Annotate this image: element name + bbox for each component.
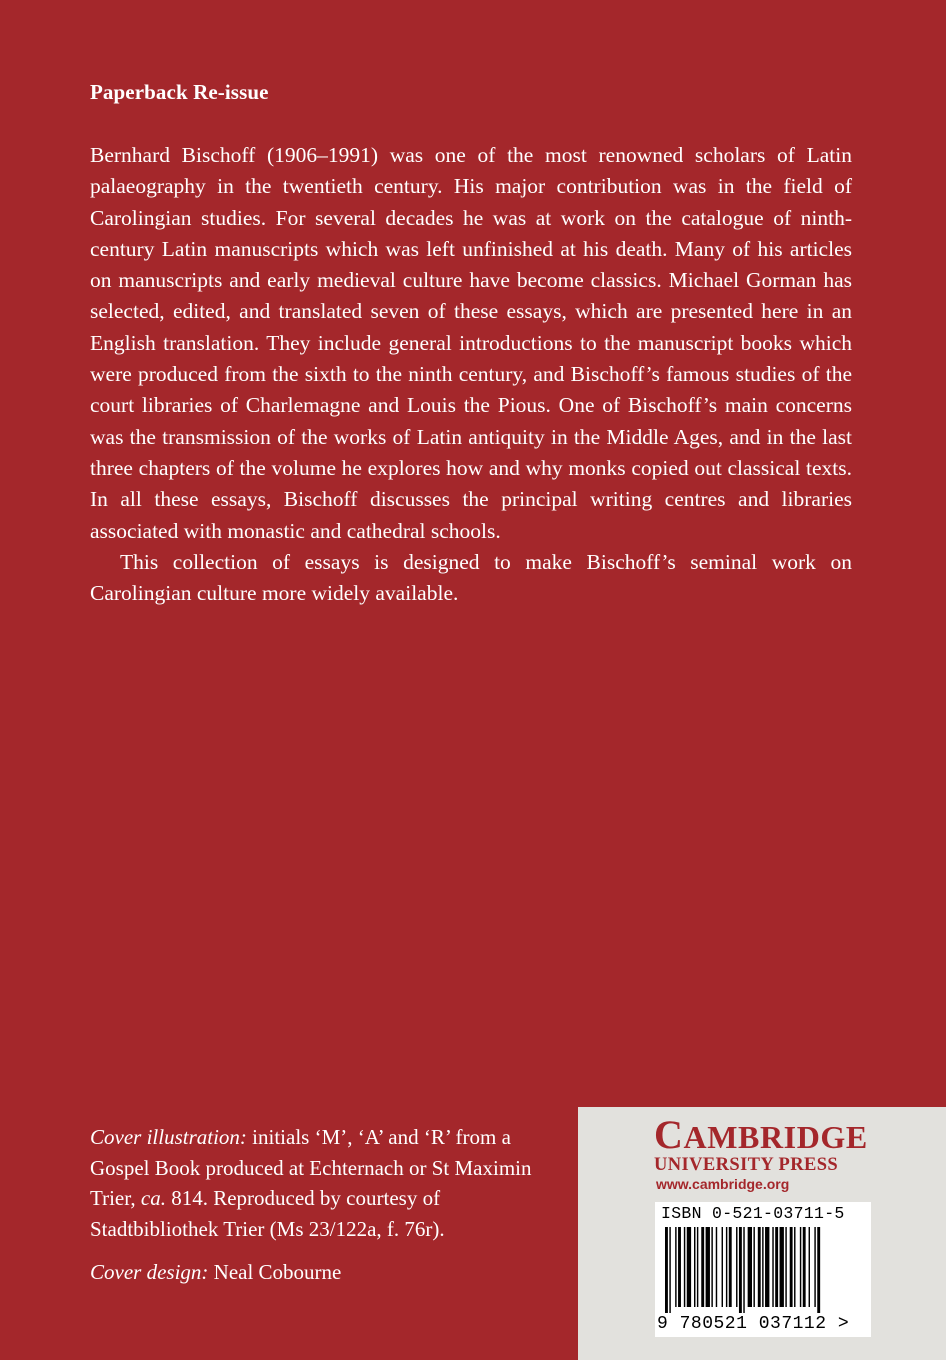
illustration-ca: ca. [140,1186,166,1210]
barcode-bar [785,1227,786,1307]
barcode-bar [743,1227,744,1313]
barcode-bar [675,1227,676,1307]
barcode-bar [729,1227,732,1307]
barcode-bar [694,1227,695,1307]
barcode-bar [684,1227,685,1307]
barcode-bar [758,1227,761,1307]
illustration-text-1: initials ‘M’, ‘A’ and ‘R’ from a Gospel Book produced at Echternach or St Maximin Trier, [90,1125,532,1210]
barcode-bar [800,1227,801,1307]
barcode-bar [772,1227,773,1307]
barcode-bar [809,1227,810,1307]
barcode-bar [736,1227,737,1307]
publisher-panel [578,1107,946,1360]
barcode-bar [775,1227,778,1307]
barcode-bar [753,1227,754,1307]
barcode-bar [748,1227,752,1307]
barcode-bar [765,1227,769,1307]
barcode-bar [794,1227,795,1307]
barcode-panel [655,1202,871,1337]
illustration-credit [90,1122,560,1244]
barcode-bar [780,1227,784,1307]
cover-credits [90,1122,560,1288]
blurb [90,140,852,609]
barcode-number: 9 780521 037112 > [657,1314,850,1334]
illustration-text-2: 814. Reproduced by courtesy of Stadtbibliothek Trier (Ms 23/122a, f. 76r). [90,1186,445,1241]
barcode-bar [701,1227,704,1307]
barcode-bar [669,1227,670,1313]
barcode-bar [678,1227,681,1307]
isbn-label: ISBN 0-521-03711-5 [661,1204,845,1223]
design-label: Cover design: [90,1260,209,1284]
barcode-bar [716,1227,717,1307]
barcode-bar [687,1227,691,1307]
publisher-url: www.cambridge.org [656,1176,790,1192]
barcode-bar [726,1227,727,1307]
barcode-bar [814,1227,815,1307]
publisher-name: CAMBRIDGE [654,1112,868,1157]
edition-heading: Paperback Re-issue [90,80,269,104]
publisher-subtitle: UNIVERSITY PRESS [654,1155,839,1175]
illustration-label: Cover illustration: [90,1125,247,1149]
barcode-bar [711,1227,712,1307]
barcode-icon [665,1227,861,1313]
design-credit [90,1257,560,1288]
design-text: Neal Cobourne [208,1260,342,1284]
barcode-bar [739,1227,742,1313]
barcode-bar [762,1227,763,1307]
blurb-paragraph-1: Bernhard Bischoff (1906–1991) was one of the most renowned scholars of Latin palaeography in the twentieth century. His major contribution was in the field of Carolingian studies. For several decades he was at work on the catalogue of ninth-century Latin manuscripts which was left unfinished at his death. Many of his articles on manuscripts and early medieval culture have become classics. Michael Gorman has selected, edited, and translated seven of these essays, which are presented here in an English translation. They include general introductions to the manuscript books which were produced from the sixth to the ninth century, and Bischoff’s famous studies of the court libraries of Charlemagne and Louis the Pious. One of Bischoff’s main concerns was the transmission of the works of Latin antiquity in the Middle Ages, and in the last three chapters of the volume he explores how and why monks copied out classical texts. In all these essays, Bischoff discusses the principal writing centres and libraries associated with monastic and cathedral schools. [90,143,852,543]
blurb-paragraph-2: This collection of essays is designed to make Bischoff’s seminal work on Carolingian culture more widely available. [90,549,852,606]
barcode-bar [722,1227,723,1307]
barcode-bar [665,1227,668,1313]
publisher-logo [654,1112,868,1175]
barcode-bar [790,1227,793,1307]
barcode-bar [706,1227,710,1307]
barcode-bar [803,1227,806,1307]
barcode-bar [817,1227,820,1313]
barcode-bar [697,1227,698,1307]
